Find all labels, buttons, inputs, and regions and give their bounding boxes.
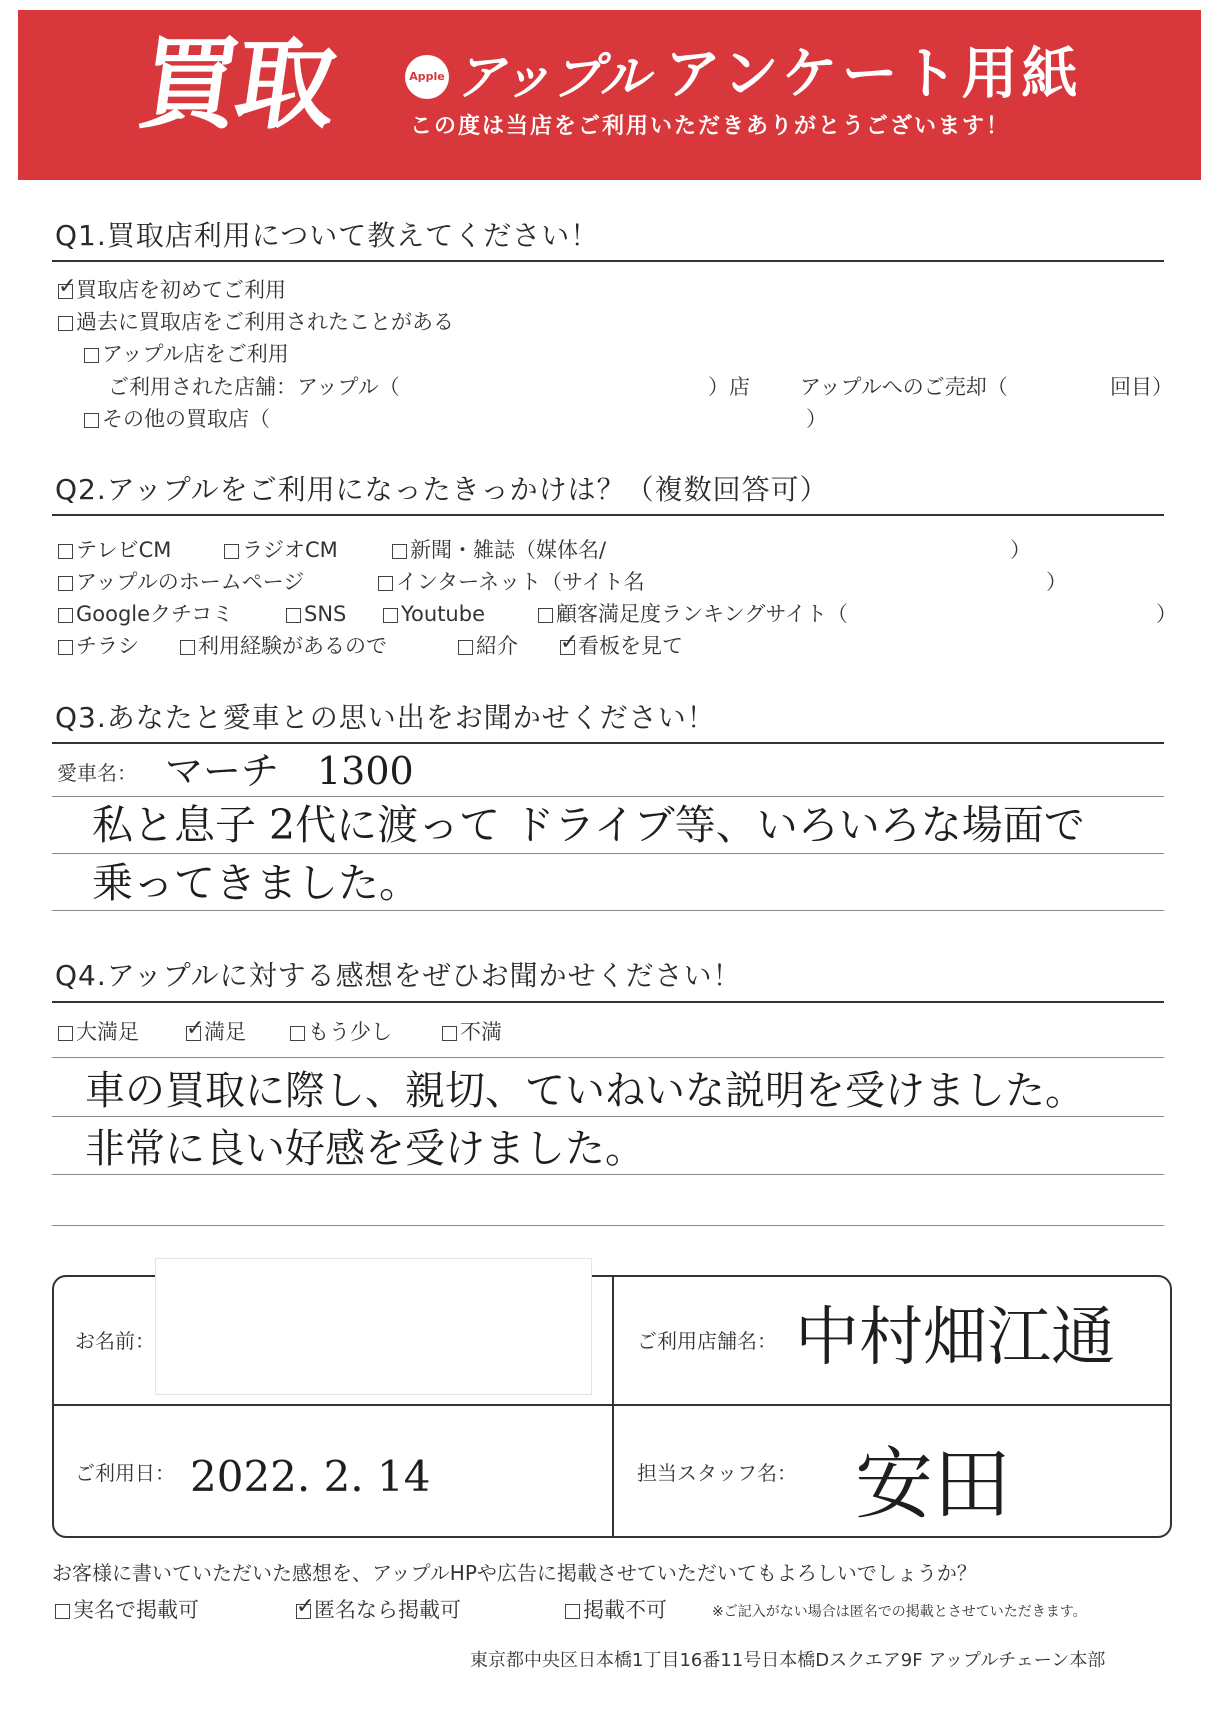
q2-flyer-label: チラシ (76, 634, 139, 658)
footer-address: 東京都中央区日本橋1丁目16番11号日本橋Dスクエア9F アップルチェーン本部 (470, 1650, 1106, 1671)
q4-answer-line-2: 非常に良い好感を受けました。 (85, 1126, 645, 1172)
q2-option-youtube[interactable] (383, 600, 485, 628)
survey-title: アンケート用紙 (665, 42, 1082, 107)
q2-option-experience[interactable] (180, 632, 387, 660)
consent-note: ※ご記入がない場合は匿名での掲載とさせていただきます。 (712, 1604, 1087, 1620)
q3-answer-line-1: 私と息子 2代に渡って ドライブ等、いろいろな場面で (92, 801, 1085, 849)
q4-heading: Q4.アップルに対する感想をぜひお聞かせください！ (55, 959, 742, 992)
q3-line-2 (52, 853, 1164, 854)
consent-question: お客様に書いていただいた感想を、アップルHPや広告に掲載させていただいてもよろしいでしょうか？ (52, 1561, 977, 1585)
checkbox-icon[interactable] (383, 608, 398, 623)
checkbox-icon[interactable] (565, 1604, 580, 1619)
checkbox-icon[interactable] (392, 544, 407, 559)
q2-internet-close: ） (1046, 570, 1067, 594)
q3-line-1 (52, 796, 1164, 797)
checkbox-icon[interactable] (58, 640, 73, 655)
q4-option-very-satisfied[interactable] (58, 1018, 139, 1046)
checkbox-icon[interactable] (55, 1604, 70, 1619)
q1-rule (52, 260, 1164, 262)
checkbox-icon[interactable] (58, 608, 73, 623)
checkbox-icon[interactable] (180, 640, 195, 655)
staff-name-value: 安田 (855, 1440, 1012, 1530)
checkbox-icon[interactable] (58, 544, 73, 559)
q4-answer-line-1: 車の買取に際し、親切、ていねいな説明を受けました。 (85, 1068, 1085, 1114)
q1-sale-count-label: アップルへのご売却（ (800, 375, 1008, 399)
checkbox-icon[interactable] (224, 544, 239, 559)
q2-internet-label: インターネット（サイト名 (396, 570, 645, 594)
checkbox-icon[interactable] (286, 608, 301, 623)
q1-heading: Q1.買取店利用について教えてください！ (55, 219, 600, 252)
q4-rule (52, 1001, 1164, 1003)
checkbox-icon[interactable] (538, 608, 553, 623)
checkbox-checked-icon[interactable] (560, 640, 575, 655)
q2-google-label: Googleクチコミ (76, 602, 234, 626)
q2-option-homepage[interactable] (58, 568, 304, 596)
checkbox-checked-icon[interactable] (296, 1604, 311, 1619)
q1-other-close: ） (806, 407, 827, 431)
q2-option-ranking[interactable] (538, 600, 848, 628)
name-label: お名前： (75, 1329, 155, 1353)
q4-unsatisfied-label: 不満 (460, 1020, 502, 1044)
q2-option-google[interactable] (58, 600, 233, 628)
q4-line-4 (52, 1225, 1164, 1226)
checkbox-icon[interactable] (58, 576, 73, 591)
q2-youtube-label: Youtube (401, 602, 485, 626)
q3-rule (52, 742, 1164, 744)
checkbox-icon[interactable] (458, 640, 473, 655)
checkbox-icon[interactable] (58, 316, 73, 331)
q1-option-first-time[interactable] (58, 276, 286, 304)
q3-answer-line-2: 乗ってきました。 (92, 859, 420, 907)
q2-ranking-close: ） (1156, 602, 1177, 626)
q1-apple-store-label: アップル店をご利用 (102, 342, 289, 366)
q3-line-3 (52, 910, 1164, 911)
checkbox-icon[interactable] (290, 1026, 305, 1041)
q2-option-internet[interactable] (378, 568, 645, 596)
store-name-value: 中村畑江通 (795, 1301, 1115, 1375)
q1-other-store-label: その他の買取店（ (102, 407, 270, 431)
q2-referral-label: 紹介 (476, 634, 518, 658)
kaitori-logo: 買取 (131, 26, 341, 143)
q2-option-referral[interactable] (458, 632, 518, 660)
q1-store-suffix: ）店 (708, 375, 750, 399)
checkbox-icon[interactable] (84, 348, 99, 363)
store-name-label: ご利用店舗名： (637, 1329, 777, 1353)
q4-satisfied-label: 満足 (204, 1020, 246, 1044)
q1-first-time-label: 買取店を初めてご利用 (76, 278, 286, 302)
q2-homepage-label: アップルのホームページ (76, 570, 305, 594)
q4-option-a-little-more[interactable] (290, 1018, 392, 1046)
q4-option-unsatisfied[interactable] (442, 1018, 502, 1046)
q1-sale-count-suffix: 回目） (1110, 375, 1173, 399)
info-box-divider-v (612, 1277, 614, 1536)
checkbox-icon[interactable] (84, 413, 99, 428)
q2-tv-label: テレビCM (76, 538, 172, 562)
consent-option-anonymous[interactable] (296, 1596, 461, 1624)
consent-option-real-name[interactable] (55, 1596, 199, 1624)
q1-option-apple-store[interactable] (84, 340, 289, 368)
q2-option-newspaper[interactable] (392, 536, 606, 564)
q2-signboard-label: 看板を見て (578, 634, 683, 658)
q4-line-2 (52, 1116, 1164, 1117)
consent-anonymous-label: 匿名なら掲載可 (314, 1598, 461, 1622)
q2-option-sns[interactable] (286, 600, 346, 628)
q2-rule (52, 514, 1164, 516)
date-value: 2022. 2. 14 (190, 1452, 431, 1501)
consent-option-not-allowed[interactable] (565, 1596, 667, 1624)
q2-radio-label: ラジオCM (242, 538, 338, 562)
car-name-value: マーチ 1300 (165, 749, 414, 793)
q1-store-used-label: ご利用された店舗：アップル（ (108, 375, 400, 399)
q3-heading: Q3.あなたと愛車との思い出をお聞かせください！ (55, 701, 716, 734)
car-name-label: 愛車名： (57, 761, 137, 785)
date-label: ご利用日： (75, 1461, 175, 1485)
q1-past-use-label: 過去に買取店をご利用されたことがある (76, 310, 454, 334)
q4-very-satisfied-label: 大満足 (76, 1020, 139, 1044)
q4-a-little-more-label: もう少し (308, 1020, 392, 1044)
q4-line-3 (52, 1174, 1164, 1175)
checkbox-icon[interactable] (378, 576, 393, 591)
header-subtitle: この度は当店をご利用いただきありがとうございます！ (410, 114, 1011, 139)
apple-logo-icon: Apple (405, 55, 449, 99)
q2-option-tv[interactable] (58, 536, 171, 564)
q2-ranking-label: 顧客満足度ランキングサイト（ (556, 602, 848, 626)
checkbox-checked-icon[interactable] (58, 284, 73, 299)
consent-real-name-label: 実名で掲載可 (73, 1598, 199, 1622)
checkbox-icon[interactable] (58, 1026, 73, 1041)
q2-option-flyer[interactable] (58, 632, 139, 660)
checkbox-icon[interactable] (442, 1026, 457, 1041)
q2-option-signboard[interactable] (560, 632, 683, 660)
q4-option-satisfied[interactable] (186, 1018, 246, 1046)
q2-newspaper-label: 新聞・雑誌（媒体名/ (410, 538, 607, 562)
staff-name-label: 担当スタッフ名： (637, 1461, 797, 1485)
q2-experience-label: 利用経験があるので (198, 634, 387, 658)
q4-line-1 (52, 1057, 1164, 1058)
name-redacted-area (155, 1258, 592, 1395)
q1-option-past-use[interactable] (58, 308, 454, 336)
q2-heading: Q2.アップルをご利用になったきっかけは？（複数回答可） (55, 473, 829, 506)
checkbox-checked-icon[interactable] (186, 1026, 201, 1041)
q2-newspaper-close: ） (1010, 538, 1031, 562)
q2-option-radio[interactable] (224, 536, 338, 564)
q2-sns-label: SNS (304, 602, 347, 626)
q1-option-other-store[interactable] (84, 405, 270, 433)
brand-logo-text: アップル (455, 48, 650, 106)
consent-not-allowed-label: 掲載不可 (583, 1598, 667, 1622)
